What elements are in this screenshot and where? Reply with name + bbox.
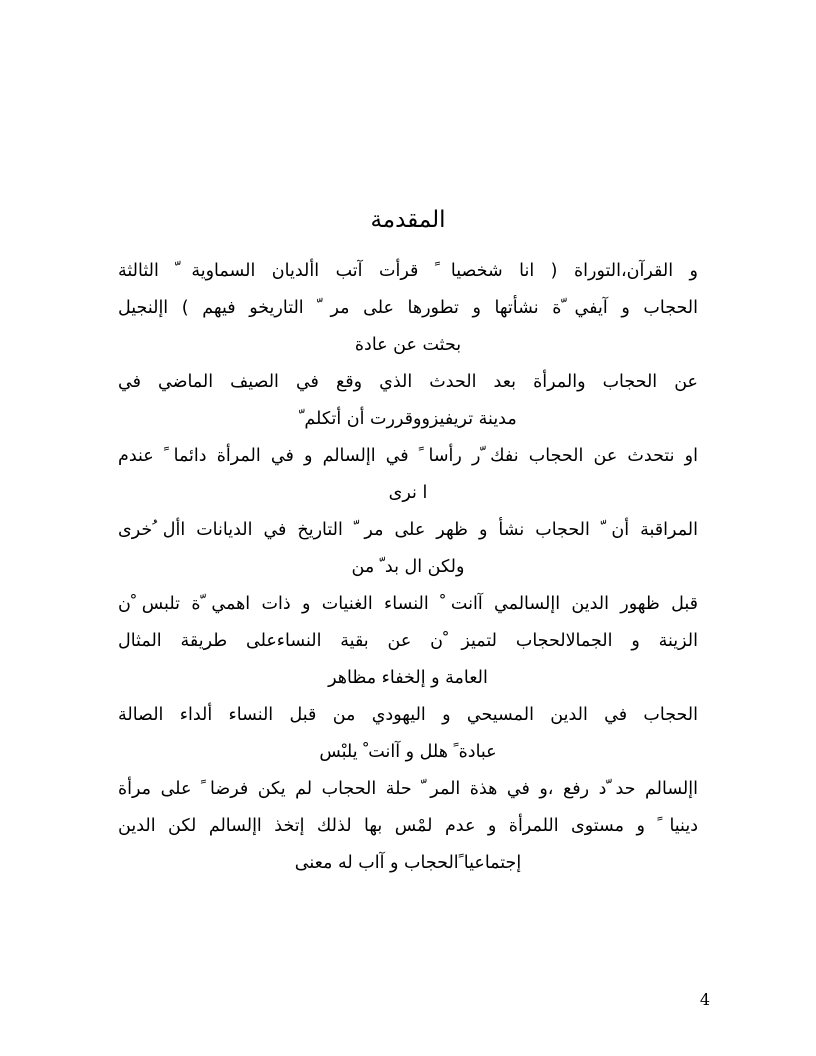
page-title: المقدمة [370,207,446,233]
text-line: مدينة تريفيزووقررت أن أتكلم ّ [299,409,517,429]
text-line: و القرآن،التوراة ( انا شخصيا ً قرأت آتب األديان السماوية ّ الثالثة [118,261,698,281]
text-line: الحجاب في الدين المسيحي و اليهودي من قبل النساء ألداء الصالة [118,705,698,725]
text-line: العامة و إلخفاء مظاهر [328,668,488,688]
text-line: دينيا ً و مستوى اللمرأة و عدم لمْس بها لذلك إتخذ اإلسالم لكن الدين [118,816,698,836]
text-line: إجتماعيا ًالحجاب و آاب له معنى [294,853,522,873]
body-text [118,253,698,882]
text-line: عن الحجاب والمرأة بعد الحدث الذي وقع في الصيف الماضي في [118,372,698,392]
text-line: اإلسالم حد ّد رفع ،و في هذة المر ّ حلة الحجاب لم يكن فرضا ً على مرأة [118,779,698,799]
text-line: ا نرى [388,483,428,503]
text-line: او نتحدث عن الحجاب نفك ّر رأسا ً في اإلسالم و في المرأة دائما ً عندم [118,446,698,466]
text-line: الزينة و الجمالالحجاب لتميز ْن عن بقية النساءعلى طريقة المثال [118,631,698,651]
text-line: الحجاب و آيفي ّة نشأتها و تطورها على مر ّ التاريخو فيهم ) اإلنجيل [118,298,698,318]
text-line: ولكن ال بد ّ من [351,557,465,577]
text-line: عبادة ً هلل و آانت ْ يلبْس [319,742,497,762]
text-line: بحثت عن عادة [354,335,462,355]
text-line: قبل ظهور الدين اإلسالمي آانت ْ النساء الغنيات و ذات اهمي ّة تلبس ْن [118,594,698,614]
text-line: المراقبة أن ّ الحجاب نشأ و ظهر على مر ّ التاريخ في الديانات األ ُخرى [118,520,698,540]
page-number: 4 [699,990,710,1009]
